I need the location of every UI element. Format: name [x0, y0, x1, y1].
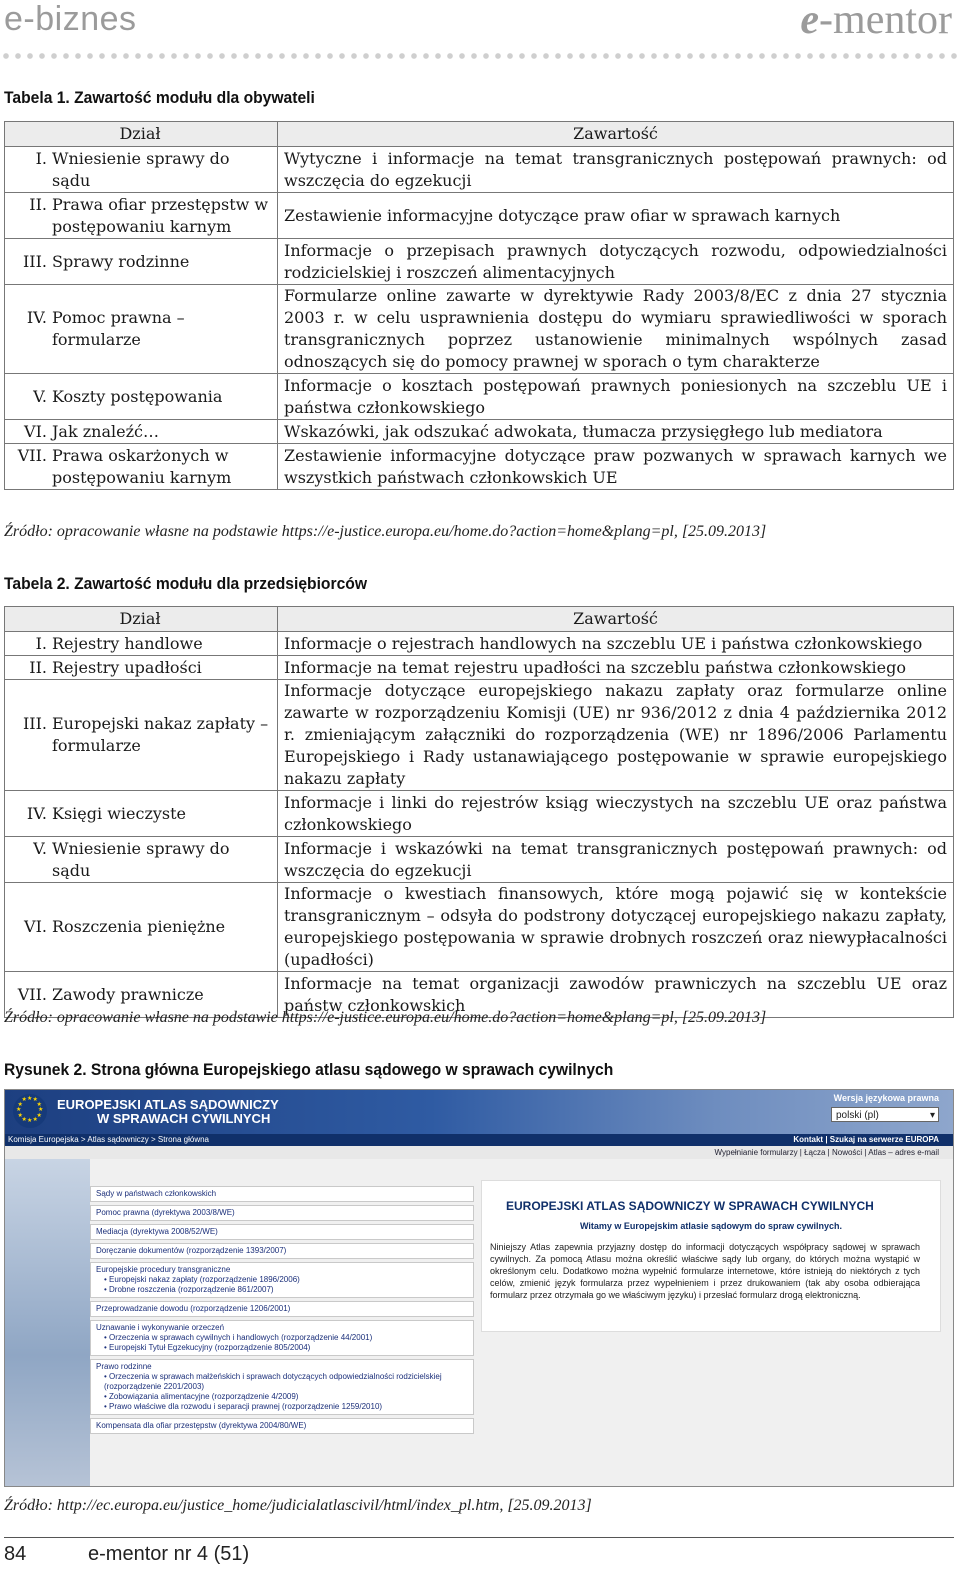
menu-group-title[interactable]: Mediacja (dyrektywa 2008/52/WE): [96, 1227, 218, 1236]
section-wrapper: [9, 251, 271, 273]
menu-group: [90, 1418, 474, 1434]
table2: [4, 606, 954, 1018]
bullet-icon: •: [104, 1333, 110, 1342]
row-content: Wytyczne i informacje na temat transgranicznych postępowań prawnych: od wszczęcia do egzekucji: [278, 147, 954, 193]
bullet-icon: •: [104, 1392, 110, 1401]
col-header-dzial: Dział: [5, 122, 278, 147]
table-header-row: [5, 122, 954, 147]
section-name: Zawody prawnicze: [52, 984, 204, 1004]
col-header-zawartosc: Zawartość: [278, 607, 954, 632]
bullet-icon: •: [104, 1275, 110, 1284]
logo-rest: -mentor: [819, 0, 952, 43]
star-icon: ★: [17, 1112, 23, 1119]
table-row: [5, 374, 954, 420]
eu-flag-icon: [13, 1094, 47, 1128]
row-section: [5, 444, 278, 490]
atlas-screenshot: [4, 1089, 954, 1487]
section-wrapper: [9, 148, 271, 192]
menu-group-title[interactable]: Kompensata dla ofiar przestępstw (dyrektywa 2004/80/WE): [96, 1421, 307, 1430]
content-subtitle: Witamy w Europejskim atlasie sądowym do spraw cywilnych.: [579, 1221, 842, 1231]
section-name: Prawa oskarżonych w postępowaniu karnym: [52, 445, 232, 487]
menu-group: [90, 1224, 474, 1240]
section-name: Rejestry upadłości: [52, 657, 202, 677]
section-name: Rejestry handlowe: [52, 633, 203, 653]
section-number: III.: [22, 251, 47, 271]
menu-group: [90, 1243, 474, 1259]
section-number: VII.: [17, 984, 47, 1004]
table-row: [5, 656, 954, 680]
star-icon: ★: [36, 1112, 42, 1119]
menu-item-label: Europejski Tytuł Egzekucyjny (rozporządzenie 805/2004): [109, 1343, 311, 1352]
bullet-icon: •: [104, 1285, 110, 1294]
section-wrapper: [9, 421, 271, 443]
row-content: Informacje o przepisach prawnych dotyczących rozwodu, odpowiedzialności rodzicielskiej i roszczeń alimentacyjnych: [278, 239, 954, 285]
table1-source: Źródło: opracowanie własne na podstawie https://e-justice.europa.eu/home.do?action=home&plang=pl, [25.09.2013]: [4, 523, 767, 540]
star-icon: ★: [36, 1101, 42, 1108]
table-row: [5, 883, 954, 972]
row-content: Informacje na temat organizacji zawodów prawniczych na szczeblu UE oraz państw członkowskich: [278, 972, 954, 1018]
row-content: Zestawienie informacyjne dotyczące praw pozwanych w sprawach karnych we wszystkich państwach członkowskich UE: [278, 444, 954, 490]
row-section: [5, 791, 278, 837]
top-links[interactable]: Kontakt | Szukaj na serwerze EUROPA: [793, 1135, 939, 1144]
menu-item-label: Europejski nakaz zapłaty (rozporządzenie 1896/2006): [109, 1275, 300, 1284]
menu-group-title[interactable]: Pomoc prawna (dyrektywa 2003/8/WE): [96, 1208, 235, 1217]
section-wrapper: [9, 633, 271, 655]
menu-group-title[interactable]: Europejskie procedury transgraniczne: [96, 1265, 231, 1274]
star-icon: ★: [21, 1116, 27, 1123]
table-row: [5, 632, 954, 656]
page-number: 84: [4, 1543, 27, 1565]
banner-line-1: EUROPEJSKI ATLAS SĄDOWNICZY: [57, 1097, 279, 1112]
section-number: V.: [33, 838, 47, 858]
row-content: Informacje na temat rejestru upadłości na szczeblu państwa członkowskiego: [278, 656, 954, 680]
dotted-divider: [0, 52, 960, 60]
row-content: Informacje i wskazówki na temat transgranicznych postępowań prawnych: od wszczęcia do egzekucji: [278, 837, 954, 883]
menu-group: [90, 1186, 474, 1202]
menu-item[interactable]: [96, 1343, 468, 1353]
row-section: [5, 147, 278, 193]
section-wrapper: [9, 916, 271, 938]
menu-item-label: Zobowiązania alimentacyjne (rozporządzenie 4/2009): [109, 1392, 299, 1401]
atlas-menu: [90, 1186, 474, 1437]
section-number: II.: [29, 194, 47, 214]
menu-item[interactable]: [96, 1372, 468, 1392]
section-number: I.: [35, 148, 47, 168]
section-name: Koszty postępowania: [52, 386, 223, 406]
section-number: I.: [35, 633, 47, 653]
star-icon: ★: [27, 1118, 33, 1124]
menu-group-title[interactable]: Sądy w państwach członkowskich: [96, 1189, 217, 1198]
row-section: [5, 420, 278, 444]
section-wrapper: [9, 713, 271, 757]
row-section: [5, 193, 278, 239]
atlas-content: [481, 1180, 941, 1332]
star-icon: ★: [17, 1101, 23, 1108]
menu-group-title[interactable]: Prawo rodzinne: [96, 1362, 152, 1371]
chevron-down-icon: ▾: [929, 1110, 935, 1121]
section-number: VI.: [24, 917, 47, 936]
menu-group-title[interactable]: Uznawanie i wykonywanie orzeczeń: [96, 1323, 225, 1332]
section-name: Pomoc prawna – formularze: [52, 308, 185, 349]
footer-rule: [4, 1537, 954, 1538]
journal-logo: [800, 0, 952, 44]
col-header-dzial: Dział: [5, 607, 278, 632]
menu-item-label: Drobne roszczenia (rozporządzenie 861/2007): [109, 1285, 274, 1294]
language-select[interactable]: [831, 1107, 939, 1122]
section-name: Prawa ofiar przestępstw w postępowaniu karnym: [52, 194, 269, 236]
menu-group: [90, 1262, 474, 1298]
row-section: [5, 837, 278, 883]
row-content: Wskazówki, jak odszukać adwokata, tłumacza przysięgłego lub mediatora: [278, 420, 954, 444]
menu-item[interactable]: [96, 1275, 468, 1285]
section-number: III.: [22, 714, 47, 733]
language-label: Wersja językowa prawna: [833, 1093, 939, 1103]
menu-item[interactable]: [96, 1333, 468, 1343]
table-row: [5, 239, 954, 285]
section-wrapper: [9, 307, 271, 351]
row-content: Informacje i linki do rejestrów ksiąg wieczystych na szczeblu UE oraz państwa członkowskiego: [278, 791, 954, 837]
table1-caption: Tabela 1. Zawartość modułu dla obywateli: [4, 88, 315, 107]
atlas-banner-title: [57, 1098, 279, 1126]
section-wrapper: [9, 984, 271, 1006]
figure-source: Źródło: http://ec.europa.eu/justice_home/judicialatlascivil/html/index_pl.htm, [25.09.2013]: [4, 1497, 592, 1514]
bullet-icon: •: [104, 1343, 110, 1352]
section-name: Europejski nakaz zapłaty – formularze: [52, 714, 269, 755]
row-content: Formularze online zawarte w dyrektywie Rady 2003/8/EC z dnia 27 stycznia 2003 r. w celu usprawnienia dostępu do wymiaru sprawiedliwości w sporach transgranicznych poprzez ustanowienie minimalnych wspólnych zasad odnoszących się do pomocy prawnej w sporach o tym charakterze: [278, 285, 954, 374]
menu-group: [90, 1320, 474, 1356]
banner-line-2: W SPRAWACH CYWILNYCH: [97, 1111, 271, 1126]
logo-e: e: [800, 0, 820, 43]
section-number: V.: [33, 386, 47, 406]
figure-caption: Rysunek 2. Strona główna Europejskiego atlasu sądowego w sprawach cywilnych: [4, 1060, 614, 1079]
row-content: Informacje o rejestrach handlowych na szczeblu UE i państwa członkowskiego: [278, 632, 954, 656]
section-name: Wniesienie sprawy do sądu: [52, 838, 230, 880]
section-number: IV.: [26, 308, 47, 327]
menu-group-title[interactable]: Doręczanie dokumentów (rozporządzenie 1393/2007): [96, 1246, 287, 1255]
bullet-icon: •: [104, 1402, 110, 1411]
menu-item-label: Orzeczenia w sprawach cywilnych i handlowych (rozporządzenie 44/2001): [109, 1333, 373, 1342]
star-icon: ★: [27, 1096, 33, 1102]
section-wrapper: [9, 838, 271, 882]
row-content: Zestawienie informacyjne dotyczące praw ofiar w sprawach karnych: [278, 193, 954, 239]
sub-links[interactable]: Wypełnianie formularzy | Łącza | Nowości | Atlas – adres e-mail: [714, 1148, 939, 1157]
section-title: e-biznes: [4, 0, 137, 38]
star-icon: ★: [32, 1116, 38, 1123]
decorative-sidebar-image: [5, 1159, 90, 1486]
sub-nav: [5, 1146, 953, 1159]
row-section: [5, 239, 278, 285]
row-section: [5, 632, 278, 656]
section-number: VII.: [17, 445, 47, 465]
section-wrapper: [9, 386, 271, 408]
section-name: Roszczenia pieniężne: [52, 917, 226, 936]
section-name: Jak znaleźć…: [52, 421, 159, 441]
journal-name: e-mentor nr 4 (51): [88, 1543, 250, 1565]
table-row: [5, 444, 954, 490]
table-row: [5, 791, 954, 837]
section-name: Wniesienie sprawy do sądu: [52, 148, 230, 190]
star-icon: ★: [21, 1097, 27, 1104]
table-header-row: [5, 607, 954, 632]
section-number: VI.: [24, 421, 47, 441]
menu-group: [90, 1301, 474, 1317]
section-wrapper: [9, 194, 271, 238]
table-row: [5, 680, 954, 791]
section-wrapper: [9, 657, 271, 679]
row-content: Informacje o kwestiach finansowych, które mogą pojawić się w kontekście transgranicznym – odsyła do podstrony dotyczącej europejskiego nakazu zapłaty, europejskiego postępowania w sprawie drobnych roszczeń oraz niewypłacalności (upadłości): [278, 883, 954, 972]
section-number: II.: [29, 657, 47, 677]
section-number: IV.: [26, 803, 47, 823]
star-icon: ★: [38, 1107, 44, 1113]
row-section: [5, 285, 278, 374]
row-content: Informacje o kosztach postępowań prawnych poniesionych na szczeblu UE i państwa członkowskiego: [278, 374, 954, 420]
menu-item[interactable]: [96, 1402, 468, 1412]
table2-source: Źródło: opracowanie własne na podstawie https://e-justice.europa.eu/home.do?action=home&plang=pl, [25.09.2013]: [4, 1009, 767, 1026]
col-header-zawartosc: Zawartość: [278, 122, 954, 147]
table1: [4, 121, 954, 490]
menu-group: [90, 1359, 474, 1415]
table-row: [5, 420, 954, 444]
table-row: [5, 837, 954, 883]
row-section: [5, 656, 278, 680]
row-section: [5, 883, 278, 972]
section-name: Sprawy rodzinne: [52, 251, 190, 271]
star-icon: ★: [16, 1107, 22, 1113]
menu-item[interactable]: [96, 1392, 468, 1402]
section-wrapper: [9, 803, 271, 825]
row-section: [5, 680, 278, 791]
section-name: Księgi wieczyste: [52, 803, 187, 823]
section-wrapper: [9, 445, 271, 489]
content-text: Niniejszy Atlas zapewnia przyjazny dostęp do informacji dotyczących współpracy sądowej w sprawach cywilnych. Za pomocą Atlasu można określić właściwe sądy lub organy, do których można wystąpić w określonym celu. Dodatkowo można wypełnić formularze internetowe, które istnieją do niektórych z tych celów, zmienić język formularza przez wypełnieniem i przez drukowaniem (tak aby osoba odbierająca formularz przez otrzymała go we właściwym języku) i przesłać formularz drogą elektroniczną.: [490, 1242, 920, 1300]
table-row: [5, 285, 954, 374]
menu-item[interactable]: [96, 1285, 468, 1295]
menu-group: [90, 1205, 474, 1221]
row-section: [5, 374, 278, 420]
breadcrumb: [5, 1134, 953, 1146]
table2-caption: Tabela 2. Zawartość modułu dla przedsiębiorców: [4, 574, 367, 593]
menu-group-title[interactable]: Przeprowadzanie dowodu (rozporządzenie 1206/2001): [96, 1304, 291, 1313]
table-row: [5, 147, 954, 193]
star-icon: ★: [32, 1097, 38, 1104]
menu-item-label: Prawo właściwe dla rozwodu i separacji prawnej (rozporządzenie 1259/2010): [109, 1402, 383, 1411]
atlas-banner: [5, 1090, 953, 1134]
bullet-icon: •: [104, 1372, 110, 1381]
breadcrumb-path[interactable]: Komisja Europejska > Atlas sądowniczy > Strona główna: [8, 1135, 209, 1144]
content-title: EUROPEJSKI ATLAS SĄDOWNICZY W SPRAWACH CYWILNYCH: [506, 1199, 874, 1213]
table-row: [5, 193, 954, 239]
row-content: Informacje dotyczące europejskiego nakazu zapłaty oraz formularze online zawarte w rozporządzeniu Komisji (UE) nr 936/2012 z dnia 4 października 2012 r. zmieniającym załączniki do rozporządzenia (WE) nr 1896/2006 Parlamentu Europejskiego i Rady ustanawiającego postępowanie w sprawie europejskiego nakazu zapłaty: [278, 680, 954, 791]
language-value: polski (pl): [836, 1110, 879, 1121]
menu-item-label: Orzeczenia w sprawach małżeńskich i sprawach dotyczących odpowiedzialności rodzicielskiej (rozporządzenie 2201/2003): [104, 1372, 442, 1391]
